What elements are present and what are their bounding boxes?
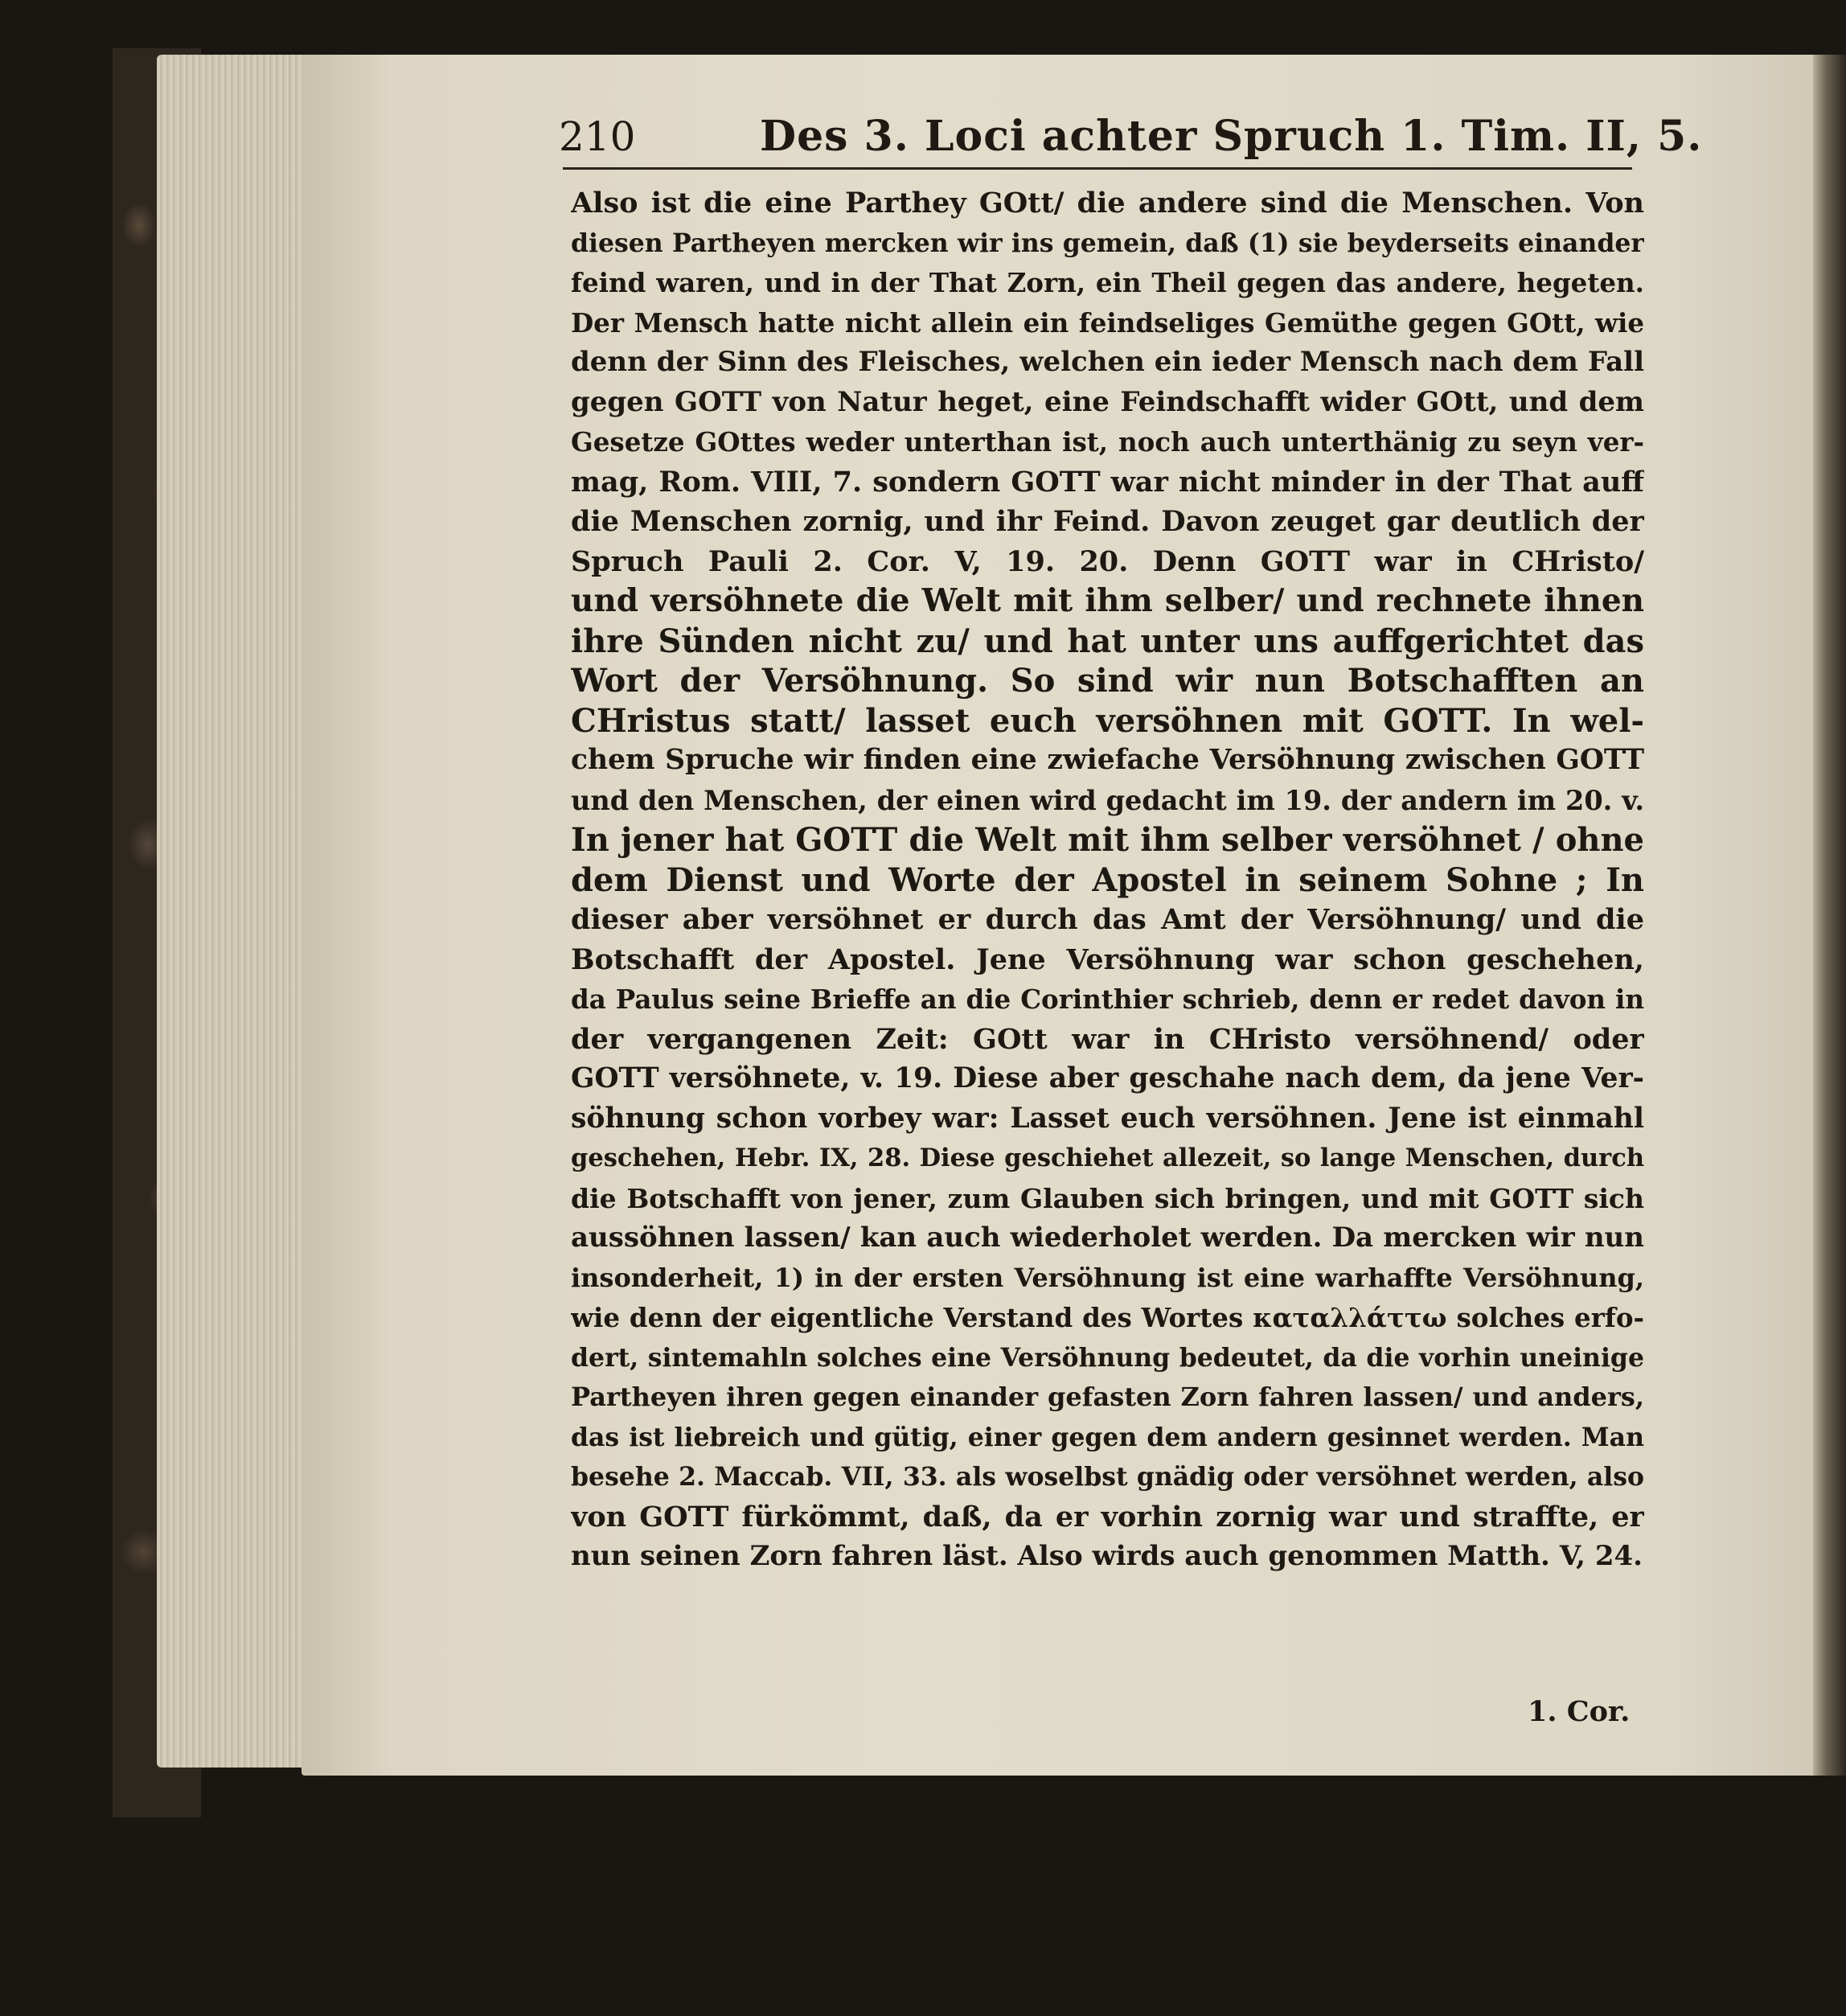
text-line: mag, Rom. VIII, 7. sondern GOTT war nicht minder in der That auff: [571, 465, 1644, 499]
text-line: dem Dienst und Worte der Apostel in seinem Sohne ; In: [571, 860, 1644, 899]
text-line: Partheyen ihren gegen einander gefasten Zorn fahren lassen/ und anders,: [571, 1382, 1644, 1412]
text-line: Gesetze GOttes weder unterthan ist, noch auch unterthänig zu seyn ver-: [571, 426, 1644, 458]
text-line: Spruch Pauli 2. Cor. V, 19. 20. Denn GOTT war in CHristo/: [571, 544, 1644, 578]
text-line: Botschafft der Apostel. Jene Versöhnung war schon geschehen,: [571, 942, 1644, 976]
text-line: In jener hat GOTT die Welt mit ihm selber versöhnet / ohne: [571, 821, 1644, 859]
text-line: dieser aber versöhnet er durch das Amt der Versöhnung/ und die: [571, 903, 1644, 936]
text-line: diesen Partheyen mercken wir ins gemein, daß (1) sie beyderseits einander: [571, 228, 1644, 258]
text-line: denn der Sinn des Fleisches, welchen ein ieder Mensch nach dem Fall: [571, 346, 1644, 378]
page-number: 210: [559, 113, 636, 160]
text-line: GOTT versöhnete, v. 19. Diese aber geschahe nach dem, da jene Ver-: [571, 1062, 1644, 1094]
text-line: ihre Sünden nicht zu/ und hat unter uns auffgerichtet das: [571, 622, 1644, 660]
text-line: gegen GOTT von Natur heget, eine Feindschafft wider GOtt, und dem: [571, 385, 1644, 418]
text-line: wie denn der eigentliche Verstand des Wortes καταλλάττω solches erfo-: [571, 1302, 1644, 1333]
text-line: geschehen, Hebr. IX, 28. Diese geschiehet allezeit, so lange Menschen, durch: [571, 1143, 1644, 1172]
body-text: [571, 183, 1644, 1577]
text-line: Also ist die eine Parthey GOtt/ die andere sind die Menschen. Von: [571, 187, 1644, 220]
text-line: die Menschen zornig, und ihr Feind. Davon zeuget gar deutlich der: [571, 505, 1644, 538]
text-line: von GOTT fürkömmt, daß, da er vorhin zornig war und straffte, er: [571, 1500, 1644, 1534]
text-line: Der Mensch hatte nicht allein ein feindseliges Gemüthe gegen GOtt, wie: [571, 306, 1644, 339]
page-header: [559, 109, 1703, 165]
text-line: nun seinen Zorn fahren läst. Also wirds auch genommen Matth. V, 24.: [571, 1540, 1643, 1572]
text-line: chem Spruche wir finden eine zwiefache Versöhnung zwischen GOTT: [571, 744, 1644, 776]
text-line: CHristus statt/ lasset euch versöhnen mit GOTT. In wel-: [571, 701, 1644, 740]
text-line: Wort der Versöhnung. So sind wir nun Botschafften an: [571, 662, 1644, 700]
page-edges: [157, 55, 326, 1768]
page-gutter-shadow: [1813, 55, 1846, 1776]
text-line: aussöhnen lassen/ kan auch wiederholet werden. Da mercken wir nun: [571, 1222, 1644, 1254]
text-line: dert, sintemahln solches eine Versöhnung bedeutet, da die vorhin uneinige: [571, 1342, 1644, 1373]
text-line: insonderheit, 1) in der ersten Versöhnung ist eine warhaffte Versöhnung,: [571, 1262, 1644, 1293]
header-rule: [563, 167, 1632, 170]
text-line: der vergangenen Zeit: GOtt war in CHristo versöhnend/ oder: [571, 1022, 1644, 1056]
text-line: da Paulus seine Brieffe an die Corinthier schrieb, denn er redet davon in: [571, 983, 1644, 1015]
catchword: 1. Cor.: [1528, 1695, 1631, 1728]
text-line: feind waren, und in der That Zorn, ein Theil gegen das andere, hegeten.: [571, 267, 1644, 298]
running-head: Des 3. Loci achter Spruch 1. Tim. II, 5.: [760, 112, 1703, 161]
text-line: die Botschafft von jener, zum Glauben sich bringen, und mit GOTT sich: [571, 1182, 1644, 1214]
text-line: besehe 2. Maccab. VII, 33. als woselbst gnädig oder versöhnet werden, also: [571, 1462, 1644, 1492]
text-line: söhnung schon vorbey war: Lasset euch versöhnen. Jene ist einmahl: [571, 1102, 1644, 1135]
text-line: und den Menschen, der einen wird gedacht im 19. der andern im 20. v.: [571, 784, 1644, 816]
text-line: das ist liebreich und gütig, einer gegen dem andern gesinnet werden. Man: [571, 1422, 1644, 1452]
text-line: und versöhnete die Welt mit ihm selber/ und rechnete ihnen: [571, 582, 1644, 619]
